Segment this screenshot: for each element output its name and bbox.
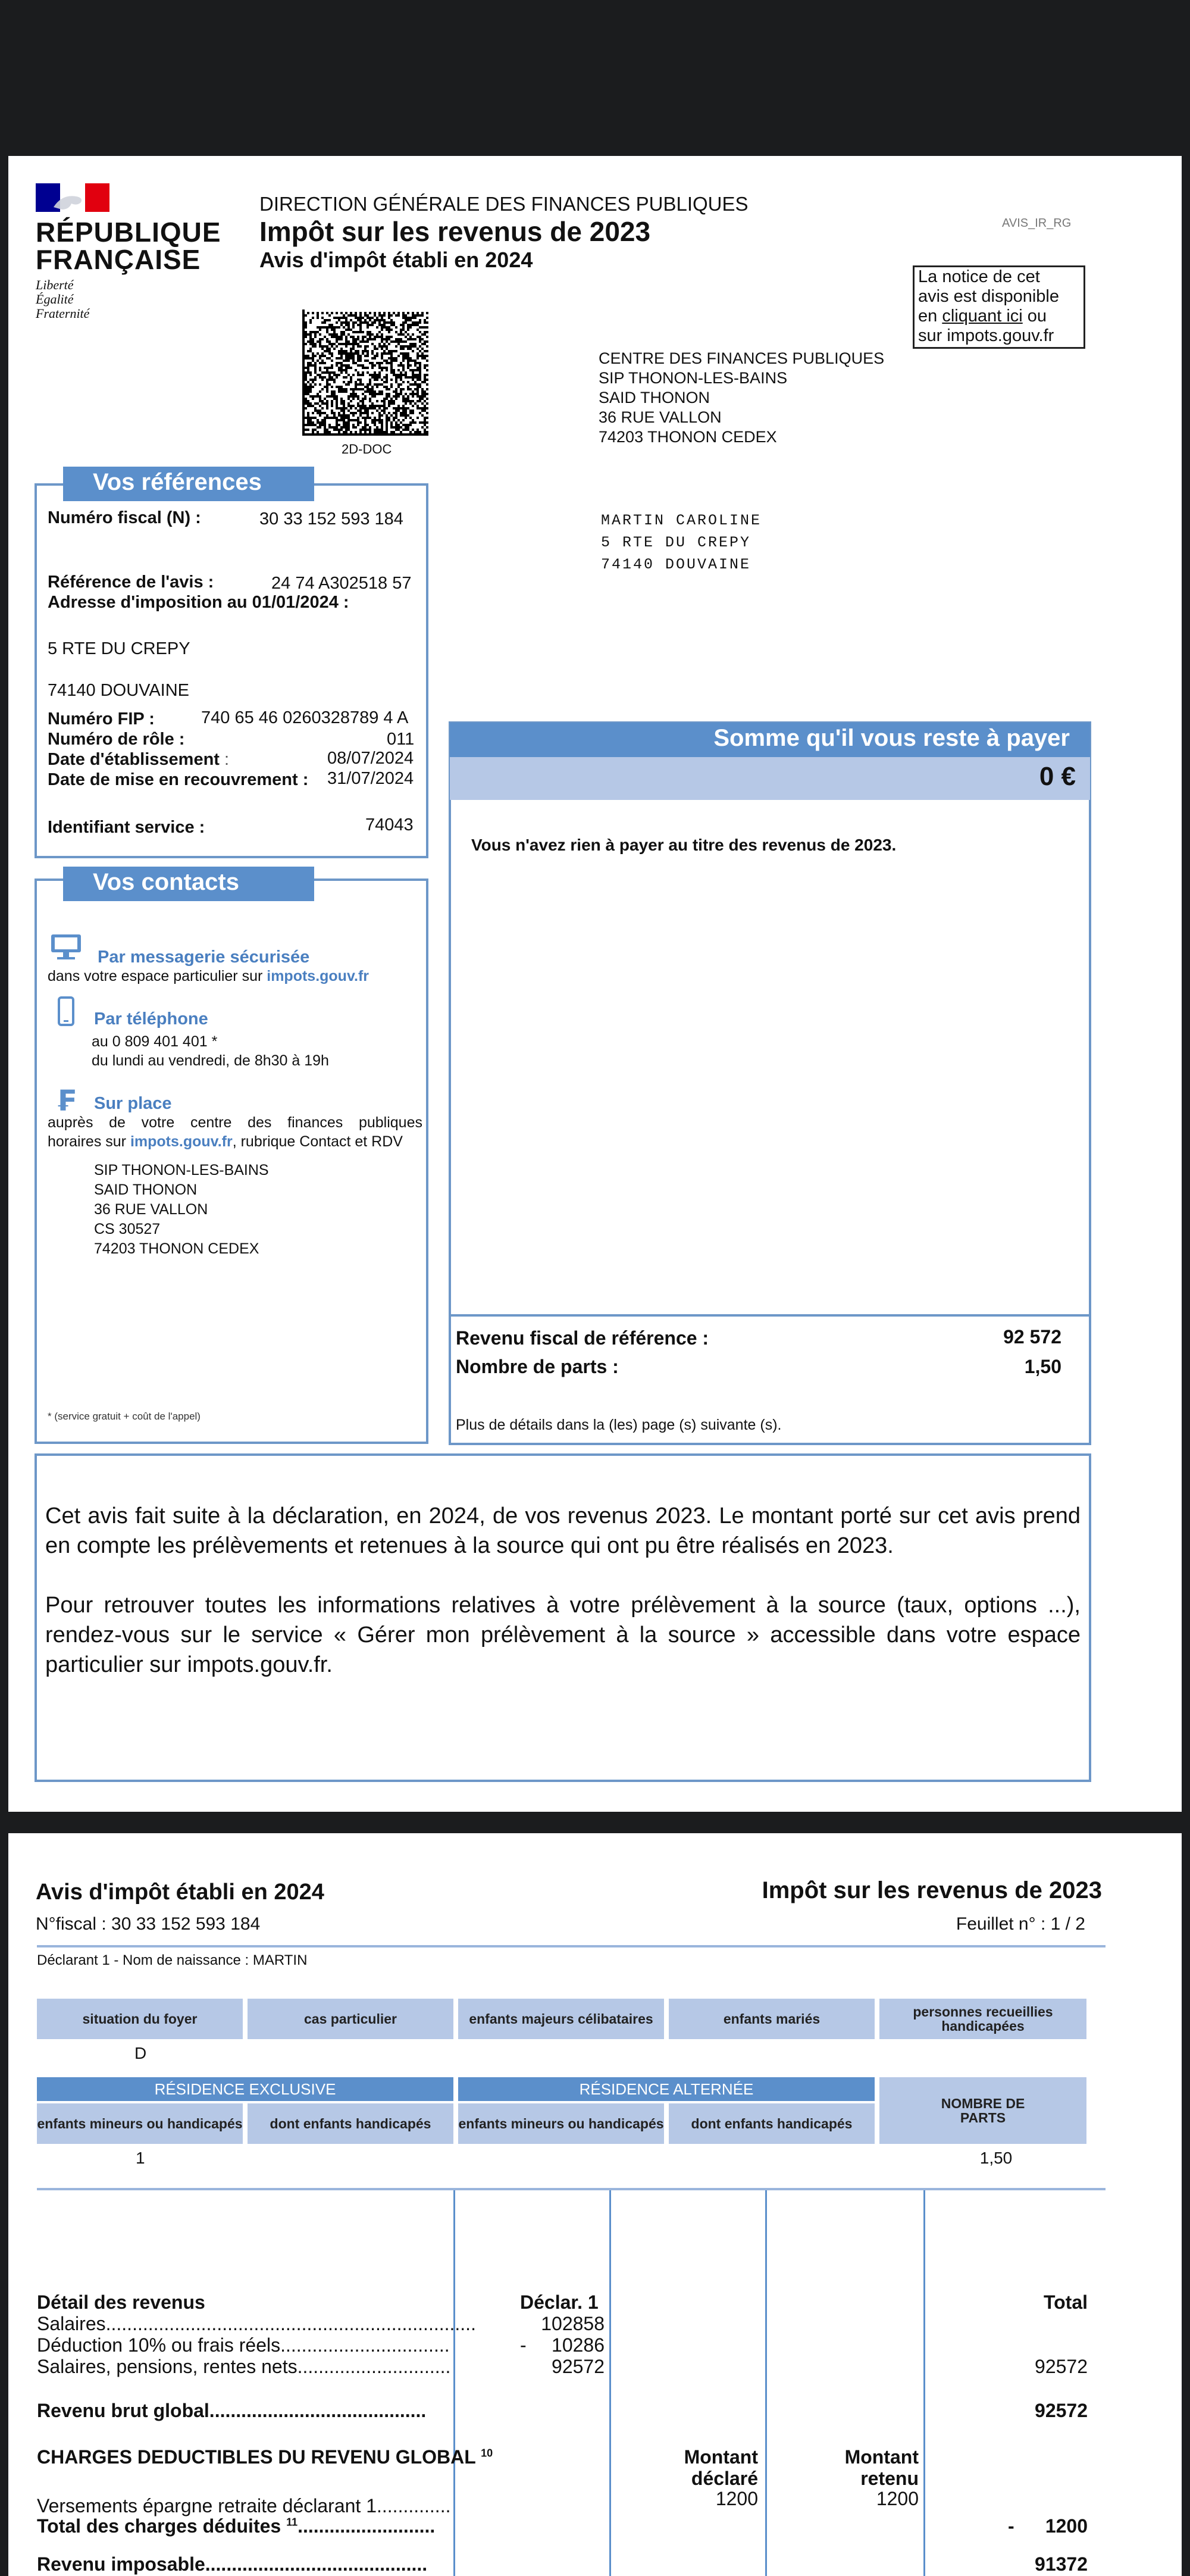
logo-motto2: Égalité [36,292,74,307]
page2-declarant: Déclarant 1 - Nom de naissance : MARTIN [37,1952,308,1968]
page2-right-title: Impôt sur les revenus de 2023 [762,1877,1102,1903]
revenu-details: Plus de détails dans la (les) page (s) suivante (s). [456,1417,782,1433]
hdr-personnes-recueillies: personnes recueillies handicapées [879,1999,1086,2039]
line-declar: 102858 [541,2313,605,2334]
addr-label: Adresse d'imposition au 01/01/2024 : [48,593,349,612]
children-value: 1 [136,2149,145,2167]
page2-left-title: Avis d'impôt établi en 2024 [36,1880,324,1905]
imposable-label: Revenu imposable.......................................... [37,2553,428,2575]
contact-msg-title: Par messagerie sécurisée [98,948,310,967]
contact-place-title: Sur place [94,1094,172,1113]
table-divider [37,2188,1106,2190]
info-para1: Cet avis fait suite à la déclaration, en 2024, de vos revenus 2023. Le montant porté sur cet avis prend en compte les prélèvements et retenues à la source qui ont pu être réalisés en 2023. [45,1503,1081,1558]
contact-tel-number[interactable]: au 0 809 401 401 * [92,1033,218,1050]
parts-value: 1,50 [979,2149,1013,2167]
service-label: Identifiant service : [48,818,205,837]
contact-place-text [48,1113,422,1151]
contact-tel-text [92,1032,329,1070]
situation-value: D [134,2044,147,2062]
recipient-line: 5 RTE DU CREPY [601,534,751,551]
form-code: AVIS_IR_RG [1002,217,1072,230]
line-sign: - [520,2334,527,2356]
hdr-sub-1: dont enfants handicapés [248,2103,453,2144]
centre-line: CENTRE DES FINANCES PUBLIQUES [599,349,885,367]
hdr-enfants-majeurs: enfants majeurs célibataires [458,1999,664,2039]
versements-label: Versements épargne retraite déclarant 1.............. [37,2495,451,2516]
hdr-sub-2: enfants mineurs ou handicapés [458,2103,664,2144]
document-title: Impôt sur les revenus de 2023 [259,216,651,247]
centre-line: SAID THONON [599,389,710,407]
line-label: Salaires...................................................................... [37,2313,476,2334]
svg-text:₣: ₣ [56,1084,76,1114]
declar-header: Déclar. 1 [520,2291,599,2313]
hdr-situation: situation du foyer [37,1999,243,2039]
recouv-value: 31/07/2024 [327,769,414,788]
info-text [45,1501,1081,1680]
charges-title: CHARGES DEDUCTIBLES DU REVENU GLOBAL [37,2446,476,2468]
fiscal-value: 30 33 152 593 184 [259,509,403,529]
hdr-cas-particulier: cas particulier [248,1999,453,2039]
marianne-flag-icon [36,183,109,212]
montant-retenu-line: retenu [860,2468,919,2489]
total-charges-row [37,2515,435,2537]
contact-address-line: 74203 THONON CEDEX [94,1240,259,1257]
role-label: Numéro de rôle : [48,730,185,749]
rfr-value: 92 572 [1003,1326,1061,1348]
direction-header: DIRECTION GÉNÉRALE DES FINANCES PUBLIQUES [259,193,749,215]
line-declar: 10286 [552,2334,605,2356]
etab-colon: : [219,750,230,769]
datamatrix-barcode [302,310,428,436]
contact-footnote: * (service gratuit + coût de l'appel) [48,1411,201,1422]
references-box [35,483,428,858]
hdr-sub-0: enfants mineurs ou handicapés [37,2103,243,2144]
montant-retenu-header [823,2446,919,2489]
parts-label: Nombre de parts : [456,1356,619,1377]
line-total: 92572 [1035,2356,1088,2377]
page2-divider [37,1945,1106,1947]
column-line [453,2190,455,2576]
page2-feuillet: Feuillet n° : 1 / 2 [956,1914,1085,1934]
euro-sign-icon [54,1084,79,1114]
centre-line: SIP THONON-LES-BAINS [599,369,788,387]
contact-address-line: CS 30527 [94,1221,161,1237]
contact-tel-hours: du lundi au vendredi, de 8h30 à 19h [92,1052,329,1069]
fiscal-label: Numéro fiscal (N) : [48,508,201,527]
column-line [609,2190,611,2576]
versements-retenu: 1200 [876,2488,919,2509]
fip-value: 740 65 46 0260328789 4 A [201,708,409,727]
charges-sup: 10 [481,2447,493,2459]
contact-address [94,1161,269,1259]
contact-address-line: SIP THONON-LES-BAINS [94,1162,269,1178]
centre-line: 74203 THONON CEDEX [599,428,777,446]
somme-title: Somme qu'il vous reste à payer [450,723,1090,757]
role-value: 011 [387,730,415,749]
computer-icon [50,933,82,961]
notice-line3-post: ou [1022,307,1047,326]
contacts-title: Vos contacts [63,867,314,901]
line-declar: 92572 [552,2356,605,2377]
etab-row [48,750,229,770]
total-charges-dots: .......................... [298,2515,436,2537]
etab-label: Date d'établissement [48,750,220,769]
service-value: 74043 [365,815,414,834]
hdr-residence-alternee: RÉSIDENCE ALTERNÉE [458,2077,875,2101]
contact-msg-link[interactable]: impots.gouv.fr [267,968,369,984]
charges-title-row [37,2446,493,2468]
notice-link[interactable]: cliquant ici [942,307,1023,326]
somme-box [449,721,1091,1317]
contact-place-line2 [48,1132,422,1151]
somme-amount: 0 € [450,757,1090,800]
parts-value: 1,50 [1024,1356,1061,1377]
montant-declare-header [663,2446,758,2489]
notice-box [913,265,1085,349]
contact-place-post: , rubrique Contact et RDV [232,1133,403,1150]
total-charges-sign: - [1008,2515,1014,2537]
recipient-line: MARTIN CAROLINE [601,512,762,529]
contact-place-link[interactable]: impots.gouv.fr [130,1133,233,1150]
brut-label: Revenu brut global......................................... [37,2400,427,2421]
hdr-nombre-parts: NOMBRE DE PARTS [879,2077,1086,2144]
notice-line3 [918,307,1080,326]
centre-address [599,349,884,447]
total-header: Total [1043,2291,1088,2313]
addr-line1: 5 RTE DU CREPY [48,639,190,658]
imposable-value: 91372 [1035,2553,1088,2575]
phone-icon [57,996,75,1026]
logo-motto1: Liberté [36,277,74,292]
hdr-sub-3: dont enfants handicapés [669,2103,875,2144]
hdr-enfants-maries: enfants mariés [669,1999,875,2039]
hdr-residence-exclusive: RÉSIDENCE EXCLUSIVE [37,2077,453,2101]
etab-value: 08/07/2024 [327,749,414,768]
column-line [765,2190,767,2576]
tax-notice-page-2 [8,1833,1182,2576]
notice-line3-pre: en [918,307,942,326]
contact-address-line: 36 RUE VALLON [94,1201,208,1218]
total-charges-value: 1200 [1045,2515,1088,2537]
somme-message: Vous n'avez rien à payer au titre des revenus de 2023. [471,836,897,854]
centre-line: 36 RUE VALLON [599,408,722,426]
fip-label: Numéro FIP : [48,709,155,729]
column-line [923,2190,925,2576]
notice-line4: sur impots.gouv.fr [918,326,1054,345]
tax-notice-page-1 [8,156,1182,1812]
references-title: Vos références [63,467,314,501]
logo-line1: RÉPUBLIQUE [36,217,221,248]
total-charges-sup: 11 [286,2516,298,2528]
brut-value: 92572 [1035,2400,1088,2421]
contact-place-pre: horaires sur [48,1133,130,1150]
line-label: Salaires, pensions, rentes nets............................. [37,2356,451,2377]
notice-line1: La notice de cet [918,267,1040,286]
addr-line2: 74140 DOUVAINE [48,681,190,700]
contact-tel-title: Par téléphone [94,1009,208,1028]
page2-fiscal: N°fiscal : 30 33 152 593 184 [36,1914,261,1934]
info-para2: Pour retrouver toutes les informations relatives à votre prélèvement à la source (taux, options ...), rendez-vous sur le service « Gérer mon prélèvement à la source » accessible dans votre espace particulier sur impots.gouv.fr. [45,1593,1081,1677]
ref-value: 24 74 A302518 57 [271,574,412,593]
logo-motto3: Fraternité [36,306,90,321]
notice-line2: avis est disponible [918,287,1059,306]
contact-place-line1: auprès de votre centre des finances publiques [48,1114,422,1131]
detail-title: Détail des revenus [37,2291,205,2313]
recipient-line: 74140 DOUVAINE [601,556,751,573]
recouv-label: Date de mise en recouvrement : [48,770,309,789]
ref-label: Référence de l'avis : [48,573,214,592]
contact-msg-pre: dans votre espace particulier sur [48,968,267,984]
montant-declare-line: déclaré [691,2468,758,2489]
total-charges-label: Total des charges déduites [37,2515,287,2537]
rfr-label: Revenu fiscal de référence : [456,1327,709,1349]
recipient-address [601,509,762,576]
logo-line2: FRANÇAISE [36,244,201,275]
versements-declare: 1200 [715,2488,758,2509]
contact-address-line: SAID THONON [94,1181,198,1198]
contact-msg-text [48,968,369,985]
document-subtitle: Avis d'impôt établi en 2024 [259,248,533,272]
montant-retenu-line: Montant [844,2446,919,2468]
montant-declare-line: Montant [684,2446,758,2468]
republique-francaise-logo [36,183,221,326]
qr-label: 2D-DOC [342,442,392,457]
line-label: Déduction 10% ou frais réels................................ [37,2334,450,2356]
